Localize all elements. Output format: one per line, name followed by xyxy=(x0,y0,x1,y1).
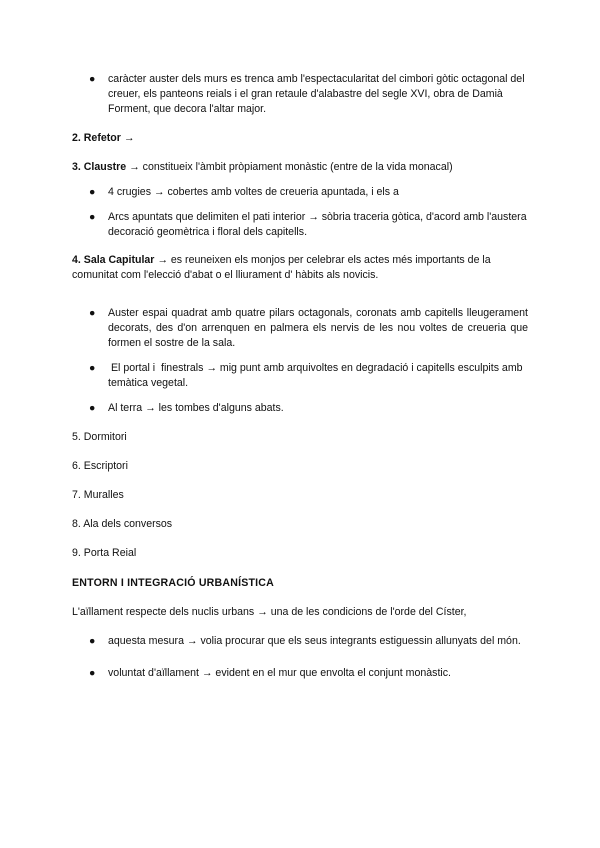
bullet-dot: ● xyxy=(89,635,96,647)
list-item xyxy=(89,401,528,416)
bullet-dot: ● xyxy=(89,362,96,374)
section-text: → constitueix l'àmbit pròpiament monàstic (entre de la vida monacal) xyxy=(126,161,453,173)
list-item xyxy=(89,185,528,200)
bullet-dot: ● xyxy=(89,186,96,198)
list-item xyxy=(89,666,528,681)
section-label: 2. Refetor xyxy=(72,132,121,144)
numbered-item: 7. Muralles xyxy=(72,489,124,501)
list-item-text: Auster espai quadrat amb quatre pilars octagonals, coronats amb capitells lleugerament decorats, des d'on arrenquen en palmera els nervis de les nou voltes de creueria que formen el sostre de la sala. xyxy=(108,307,528,349)
list-item-text: caràcter auster dels murs es trenca amb l'espectacularitat del cimbori gòtic octagonal del creuer, els panteons reials i el gran retaule d'alabastre del segle XVI, obra de Damià Forment, que decora l'altar major. xyxy=(108,73,525,115)
list-item xyxy=(89,306,528,351)
list-item-text: Arcs apuntats que delimiten el pati interior → sòbria traceria gòtica, d'acord amb l'austera decoració geomètrica i floral dels capitells. xyxy=(108,211,527,238)
section-label: 4. Sala Capitular xyxy=(72,254,155,266)
section-heading: ENTORN I INTEGRACIÓ URBANÍSTICA xyxy=(72,577,274,589)
list-item xyxy=(89,72,528,117)
list-item-text: voluntat d'aïllament → evident en el mur que envolta el conjunt monàstic. xyxy=(108,667,451,679)
section-sala-capitular xyxy=(72,253,530,283)
bullet-dot: ● xyxy=(89,73,96,85)
section-text: → es reuneixen els monjos per celebrar els actes més importants de la comunitat com l'elecció d'abat o el lliurament d' hàbits als novicis. xyxy=(72,254,491,281)
section-claustre xyxy=(72,160,530,175)
paragraph: L'aïllament respecte dels nuclis urbans → una de les condicions de l'orde del Císter, xyxy=(72,606,467,618)
numbered-item: 6. Escriptori xyxy=(72,460,128,472)
list-item-text: 4 crugies → cobertes amb voltes de creueria apuntada, i els a xyxy=(108,186,399,198)
section-refetor xyxy=(72,131,530,146)
list-item-text: aquesta mesura → volia procurar que els seus integrants estiguessin allunyats del món. xyxy=(108,635,521,647)
numbered-item: 8. Ala dels conversos xyxy=(72,518,173,530)
section-label: 3. Claustre xyxy=(72,161,127,173)
list-item xyxy=(89,361,528,391)
section-text: → xyxy=(120,132,135,144)
list-item-text: Al terra → les tombes d'alguns abats. xyxy=(108,402,284,414)
list-item-text: El portal i finestrals → mig punt amb arquivoltes en degradació i capitells esculpits amb temàtica vegetal. xyxy=(108,362,526,389)
numbered-item: 9. Porta Reial xyxy=(72,547,137,559)
bullet-dot: ● xyxy=(89,402,96,414)
numbered-item: 5. Dormitori xyxy=(72,431,127,443)
bullet-dot: ● xyxy=(89,667,96,679)
bullet-dot: ● xyxy=(89,211,96,223)
list-item xyxy=(89,210,528,240)
list-item xyxy=(89,634,528,649)
bullet-dot: ● xyxy=(89,307,96,319)
